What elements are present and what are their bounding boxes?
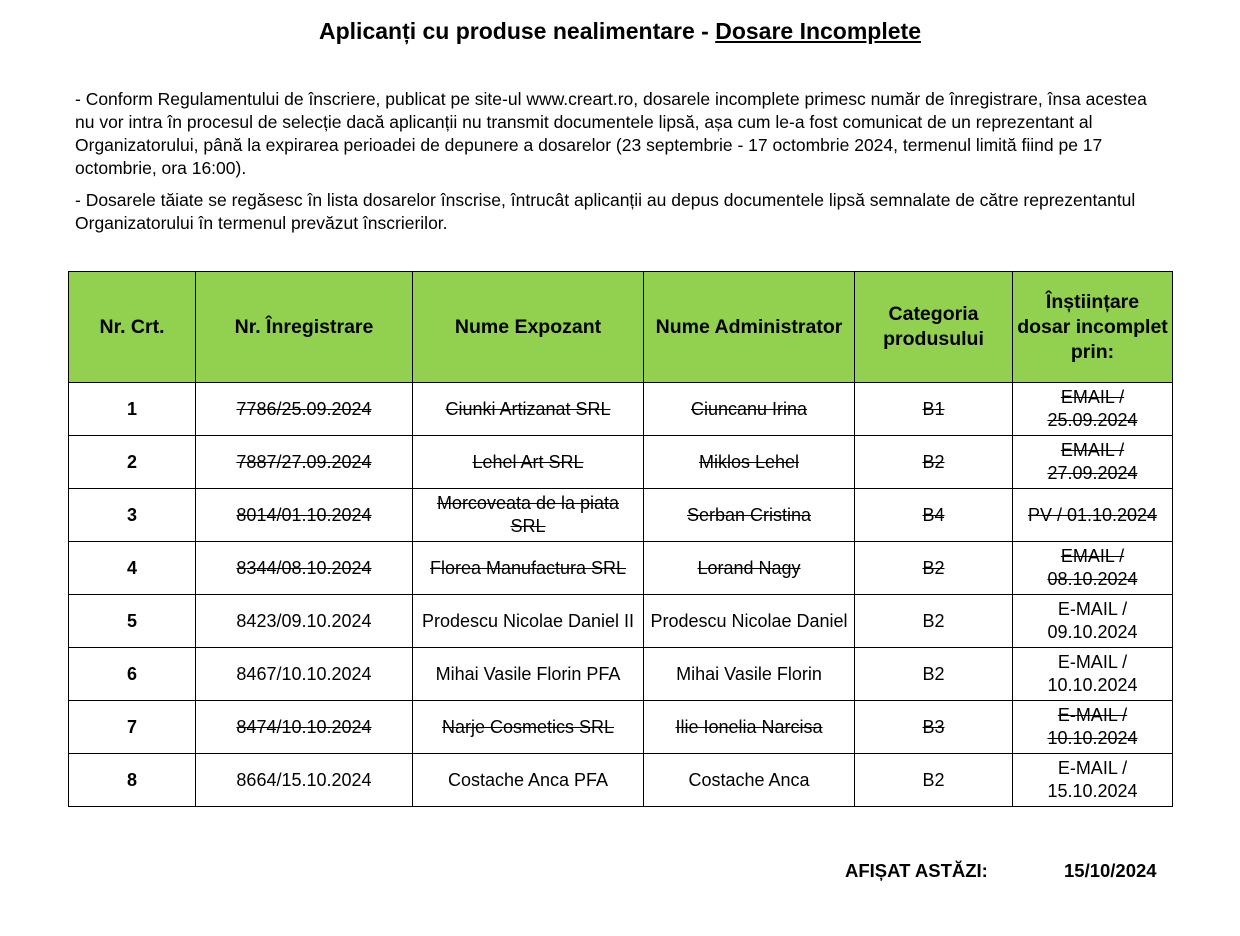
cell-notification-text: EMAIL / 27.09.2024 xyxy=(1047,440,1138,483)
cell-registration-number xyxy=(196,489,413,542)
cell-registration-number xyxy=(196,436,413,489)
cell-notification xyxy=(1013,754,1173,807)
cell-registration-number-text: 8014/01.10.2024 xyxy=(236,504,372,525)
cell-nr-crt-text: 8 xyxy=(126,769,137,790)
cell-nr-crt-text: 3 xyxy=(126,504,137,525)
cell-administrator-name xyxy=(644,701,855,754)
cell-exhibitor-name xyxy=(413,489,644,542)
cell-administrator-name-text: Prodescu Nicolae Daniel xyxy=(650,610,848,631)
cell-exhibitor-name xyxy=(413,701,644,754)
title-prefix: Aplicanți cu produse nealimentare - xyxy=(319,18,716,44)
cell-nr-crt xyxy=(69,754,196,807)
cell-nr-crt-text: 6 xyxy=(126,663,137,684)
notes-section xyxy=(75,88,1165,244)
table-row xyxy=(69,701,1173,754)
cell-registration-number xyxy=(196,383,413,436)
cell-exhibitor-name-text: Ciunki Artizanat SRL xyxy=(445,398,611,419)
cell-product-category-text: B2 xyxy=(922,451,945,472)
cell-registration-number-text: 7887/27.09.2024 xyxy=(236,451,372,472)
header-exhibitor-name: Nume Expozant xyxy=(413,272,644,383)
cell-product-category-text: B2 xyxy=(922,663,945,684)
cell-administrator-name xyxy=(644,542,855,595)
cell-notification xyxy=(1013,436,1173,489)
cell-exhibitor-name xyxy=(413,542,644,595)
cell-product-category-text: B2 xyxy=(922,610,945,631)
table-row xyxy=(69,489,1173,542)
header-product-category: Categoria produsului xyxy=(855,272,1013,383)
table-row xyxy=(69,542,1173,595)
cell-registration-number xyxy=(196,754,413,807)
cell-administrator-name-text: Ilie Ionelia Narcisa xyxy=(675,716,823,737)
cell-exhibitor-name-text: Florea Manufactura SRL xyxy=(429,557,627,578)
cell-exhibitor-name xyxy=(413,595,644,648)
note-struck-files: - Dosarele tăiate se regăsesc în lista dosarelor înscrise, întrucât aplicanții au depus documentele lipsă semnalate de către reprezentantul Organizatorului în termenul prevăzut înscrierilor. xyxy=(75,190,1136,233)
table-row xyxy=(69,648,1173,701)
cell-exhibitor-name-text: Narje Cosmetics SRL xyxy=(441,716,615,737)
cell-nr-crt-text: 1 xyxy=(126,398,137,419)
table-row xyxy=(69,595,1173,648)
cell-nr-crt xyxy=(69,383,196,436)
cell-product-category xyxy=(855,754,1013,807)
cell-administrator-name xyxy=(644,754,855,807)
cell-administrator-name-text: Lorand Nagy xyxy=(697,557,801,578)
table-row xyxy=(69,754,1173,807)
posted-date: 15/10/2024 xyxy=(1064,860,1157,881)
cell-nr-crt xyxy=(69,542,196,595)
cell-product-category xyxy=(855,648,1013,701)
cell-nr-crt xyxy=(69,489,196,542)
cell-product-category-text: B1 xyxy=(922,398,945,419)
cell-administrator-name-text: Costache Anca xyxy=(688,769,810,790)
cell-registration-number-text: 8664/15.10.2024 xyxy=(236,769,372,790)
cell-exhibitor-name-text: Lehel Art SRL xyxy=(472,451,584,472)
posted-today-label: AFIȘAT ASTĂZI: xyxy=(845,860,988,881)
note-registration-rules: - Conform Regulamentului de înscriere, publicat pe site-ul www.creart.ro, dosarele incomplete primesc număr de înregistrare, însa acestea nu vor intra în procesul de selecție dacă aplicanții nu transmit documentele lipsă, așa cum le-a fost comunicat de un reprezentant al Organizatorului, până la expirarea perioadei de depunere a dosarelor (23 septembrie - 17 octombrie 2024, termenul limită fiind pe 17 octombrie, ora 16:00). xyxy=(75,89,1147,178)
title-emphasis: Dosare Incomplete xyxy=(715,18,921,44)
cell-notification xyxy=(1013,648,1173,701)
cell-registration-number-text: 8423/09.10.2024 xyxy=(236,610,372,631)
cell-exhibitor-name-text: Morcoveata de la piata SRL xyxy=(436,493,620,536)
cell-product-category xyxy=(855,489,1013,542)
table-row xyxy=(69,383,1173,436)
header-nr-crt: Nr. Crt. xyxy=(69,272,196,383)
table-row xyxy=(69,436,1173,489)
cell-notification xyxy=(1013,542,1173,595)
cell-registration-number xyxy=(196,595,413,648)
cell-administrator-name xyxy=(644,383,855,436)
table-header-row xyxy=(69,272,1173,383)
cell-nr-crt-text: 2 xyxy=(126,451,137,472)
cell-nr-crt xyxy=(69,701,196,754)
cell-nr-crt-text: 5 xyxy=(126,610,137,631)
cell-exhibitor-name xyxy=(413,754,644,807)
cell-registration-number-text: 8467/10.10.2024 xyxy=(236,663,372,684)
cell-administrator-name xyxy=(644,489,855,542)
cell-exhibitor-name xyxy=(413,648,644,701)
cell-registration-number xyxy=(196,648,413,701)
cell-product-category-text: B2 xyxy=(922,769,945,790)
cell-notification-text: E-MAIL / 10.10.2024 xyxy=(1047,652,1138,695)
cell-exhibitor-name xyxy=(413,383,644,436)
cell-exhibitor-name xyxy=(413,436,644,489)
header-registration-number: Nr. Înregistrare xyxy=(196,272,413,383)
cell-product-category xyxy=(855,436,1013,489)
cell-administrator-name xyxy=(644,595,855,648)
table-body xyxy=(69,383,1173,807)
cell-registration-number-text: 8474/10.10.2024 xyxy=(236,716,372,737)
cell-administrator-name xyxy=(644,648,855,701)
cell-notification-text: E-MAIL / 10.10.2024 xyxy=(1047,705,1138,748)
cell-administrator-name-text: Ciuncanu Irina xyxy=(690,398,808,419)
cell-administrator-name xyxy=(644,436,855,489)
cell-registration-number xyxy=(196,701,413,754)
cell-notification-text: EMAIL / 25.09.2024 xyxy=(1047,387,1138,430)
cell-registration-number xyxy=(196,542,413,595)
cell-registration-number-text: 8344/08.10.2024 xyxy=(236,557,372,578)
cell-notification xyxy=(1013,701,1173,754)
cell-nr-crt xyxy=(69,648,196,701)
cell-administrator-name-text: Serban Cristina xyxy=(686,504,812,525)
cell-exhibitor-name-text: Costache Anca PFA xyxy=(447,769,609,790)
cell-exhibitor-name-text: Prodescu Nicolae Daniel II xyxy=(421,610,635,631)
header-notification: Înștiințare dosar incomplet prin: xyxy=(1013,272,1173,383)
cell-notification xyxy=(1013,489,1173,542)
cell-exhibitor-name-text: Mihai Vasile Florin PFA xyxy=(435,663,621,684)
cell-notification xyxy=(1013,383,1173,436)
cell-administrator-name-text: Miklos Lehel xyxy=(698,451,800,472)
cell-nr-crt-text: 4 xyxy=(126,557,137,578)
cell-nr-crt xyxy=(69,436,196,489)
cell-notification-text: PV / 01.10.2024 xyxy=(1027,504,1158,525)
cell-product-category-text: B3 xyxy=(922,716,945,737)
cell-notification-text: E-MAIL / 15.10.2024 xyxy=(1047,758,1138,801)
cell-product-category-text: B4 xyxy=(922,504,945,525)
cell-nr-crt xyxy=(69,595,196,648)
page-title xyxy=(0,16,1240,46)
cell-notification xyxy=(1013,595,1173,648)
cell-administrator-name-text: Mihai Vasile Florin xyxy=(676,663,822,684)
cell-nr-crt-text: 7 xyxy=(126,716,137,737)
cell-registration-number-text: 7786/25.09.2024 xyxy=(236,398,372,419)
cell-product-category-text: B2 xyxy=(922,557,945,578)
incomplete-files-table xyxy=(68,271,1173,807)
cell-product-category xyxy=(855,595,1013,648)
cell-product-category xyxy=(855,542,1013,595)
cell-product-category xyxy=(855,701,1013,754)
cell-notification-text: E-MAIL / 09.10.2024 xyxy=(1047,599,1138,642)
cell-product-category xyxy=(855,383,1013,436)
header-administrator-name: Nume Administrator xyxy=(644,272,855,383)
cell-notification-text: EMAIL / 08.10.2024 xyxy=(1047,546,1138,589)
